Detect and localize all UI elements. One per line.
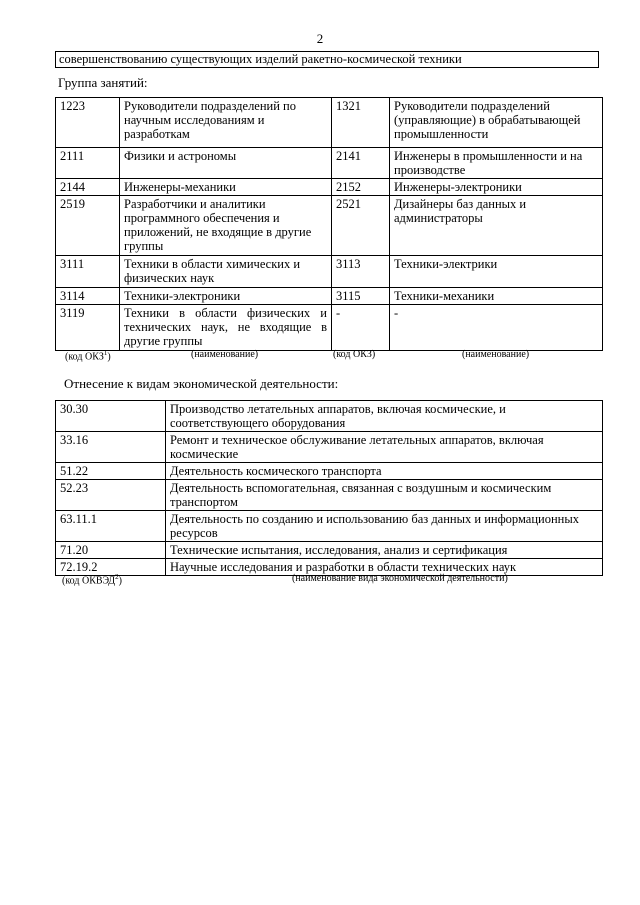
okved-name: Деятельность космического транспорта	[166, 463, 603, 480]
okz-code: 3119	[56, 305, 120, 351]
okz-name: Техники-электрики	[390, 256, 603, 288]
okz-code: 2111	[56, 148, 120, 179]
okz-name: Техники-электроники	[120, 288, 332, 305]
okved-name: Производство летательных аппаратов, включая космические, и соответствующего оборудования	[166, 401, 603, 432]
okz-code: 2521	[332, 196, 390, 256]
okz-name: Инженеры-электроники	[390, 179, 603, 196]
okved-name: Ремонт и техническое обслуживание летательных аппаратов, включая космические	[166, 432, 603, 463]
table-row	[56, 288, 603, 305]
table-row	[56, 98, 603, 148]
okz-name-caption: (наименование)	[191, 349, 259, 360]
okz-name: Техники в области химических и физических наук	[120, 256, 332, 288]
page-number: 2	[316, 31, 324, 46]
okved-code: 51.22	[56, 463, 166, 480]
okz-name: Техники-механики	[390, 288, 603, 305]
okz-name: Техники в области физических и технических наук, не входящие в другие группы	[120, 305, 332, 351]
okz-name: Дизайнеры баз данных и администраторы	[390, 196, 603, 256]
okved-table	[55, 400, 603, 576]
okz-code: 3113	[332, 256, 390, 288]
okved-code: 52.23	[56, 480, 166, 511]
okz-code: 2519	[56, 196, 120, 256]
purpose-continuation: совершенствованию существующих изделий ракетно-космической техники	[55, 51, 599, 68]
okz-code: 3115	[332, 288, 390, 305]
okz-name: Руководители подразделений (управляющие) в обрабатывающей промышленности	[390, 98, 603, 148]
table-row	[56, 401, 603, 432]
okved-name-caption: (наименование вида экономической деятельности)	[292, 573, 508, 584]
okved-code: 63.11.1	[56, 511, 166, 542]
table-row	[56, 511, 603, 542]
table-row	[56, 179, 603, 196]
okved-name: Научные исследования и разработки в области технических наук	[166, 559, 603, 576]
okz-name-caption-2: (наименование)	[462, 349, 530, 360]
okved-name: Деятельность вспомогательная, связанная с воздушным и космическим транспортом	[166, 480, 603, 511]
table-row	[56, 148, 603, 179]
okz-code: 3111	[56, 256, 120, 288]
okz-name: Физики и астрономы	[120, 148, 332, 179]
okz-code: 1223	[56, 98, 120, 148]
table-row	[56, 256, 603, 288]
okz-code: 2144	[56, 179, 120, 196]
okved-code: 33.16	[56, 432, 166, 463]
okz-code: -	[332, 305, 390, 351]
okz-name: Инженеры в промышленности и на производстве	[390, 148, 603, 179]
table-row	[56, 480, 603, 511]
okved-name: Технические испытания, исследования, анализ и сертификация	[166, 542, 603, 559]
okz-name: Разработчики и аналитики программного обеспечения и приложений, не входящие в другие группы	[120, 196, 332, 256]
okz-code: 1321	[332, 98, 390, 148]
okz-code-caption: (код ОКЗ$^1$)	[65, 349, 111, 363]
okved-code-caption: (код ОКВЭД$^2$)	[62, 573, 122, 587]
okved-heading: Отнесение к видам экономической деятельности:	[64, 376, 339, 391]
okved-code: 72.19.2	[56, 559, 166, 576]
okz-heading: Группа занятий:	[58, 75, 148, 90]
okz-table	[55, 97, 603, 351]
okz-name: -	[390, 305, 603, 351]
table-row	[56, 196, 603, 256]
okz-code-caption-2: (код ОКЗ)	[333, 349, 376, 360]
okz-code: 2141	[332, 148, 390, 179]
table-row	[56, 432, 603, 463]
table-row	[56, 305, 603, 351]
okz-name: Инженеры-механики	[120, 179, 332, 196]
okz-name: Руководители подразделений по научным исследованиям и разработкам	[120, 98, 332, 148]
table-row	[56, 542, 603, 559]
okved-name: Деятельность по созданию и использованию баз данных и информационных ресурсов	[166, 511, 603, 542]
okz-code: 2152	[332, 179, 390, 196]
okz-code: 3114	[56, 288, 120, 305]
table-row	[56, 463, 603, 480]
okved-code: 71.20	[56, 542, 166, 559]
okved-code: 30.30	[56, 401, 166, 432]
